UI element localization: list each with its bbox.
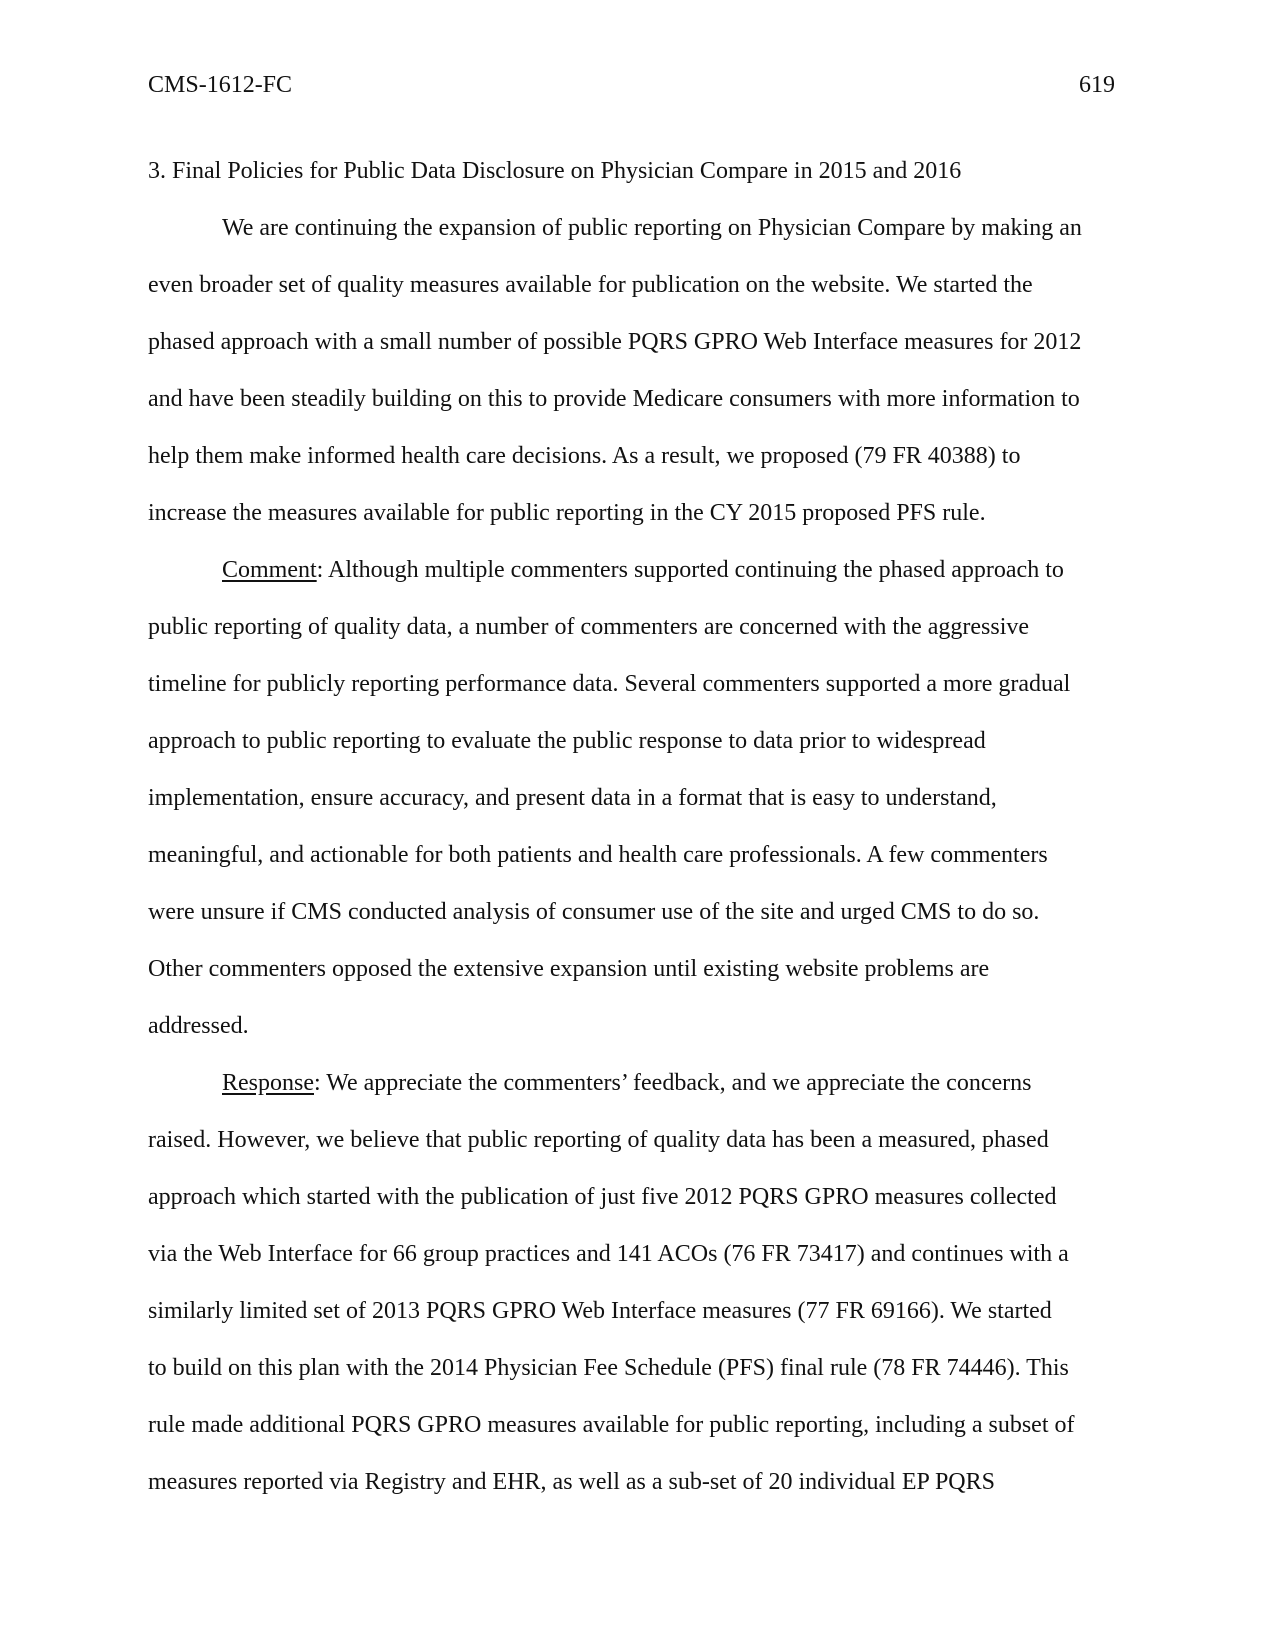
text-line: rule made additional PQRS GPRO measures available for public reporting, including a subset of	[148, 1412, 1075, 1438]
text-line: We are continuing the expansion of public reporting on Physician Compare by making an	[222, 215, 1082, 241]
paragraph-comment	[148, 542, 1128, 1055]
text-line: approach to public reporting to evaluate the public response to data prior to widespread	[148, 728, 986, 754]
body-text	[148, 143, 1128, 1511]
response-label: Response	[222, 1070, 314, 1096]
text-line: implementation, ensure accuracy, and present data in a format that is easy to understand,	[148, 785, 997, 811]
text-line: meaningful, and actionable for both patients and health care professionals. A few commenters	[148, 842, 1048, 868]
text-line: public reporting of quality data, a number of commenters are concerned with the aggressive	[148, 614, 1030, 640]
text-line: raised. However, we believe that public reporting of quality data has been a measured, phased	[148, 1127, 1049, 1153]
paragraph-intro	[148, 200, 1128, 542]
text-line: and have been steadily building on this to provide Medicare consumers with more information to	[148, 386, 1080, 412]
text-line: timeline for publicly reporting performance data. Several commenters supported a more gradual	[148, 671, 1071, 697]
text-line: similarly limited set of 2013 PQRS GPRO Web Interface measures (77 FR 69166). We started	[148, 1298, 1052, 1324]
paragraph-response	[148, 1055, 1128, 1511]
text-line: approach which started with the publication of just five 2012 PQRS GPRO measures collected	[148, 1184, 1057, 1210]
text-line: even broader set of quality measures available for publication on the website. We started the	[148, 272, 1033, 298]
text-line: phased approach with a small number of possible PQRS GPRO Web Interface measures for 2012	[148, 329, 1082, 355]
section-heading: 3. Final Policies for Public Data Disclosure on Physician Compare in 2015 and 2016	[148, 158, 962, 184]
text-line: addressed.	[148, 1013, 249, 1039]
text-line: via the Web Interface for 66 group practices and 141 ACOs (76 FR 73417) and continues with a	[148, 1241, 1069, 1267]
text-line	[148, 1055, 1128, 1112]
response-first-line: : We appreciate the commenters’ feedback, and we appreciate the concerns	[314, 1070, 1032, 1096]
text-line	[148, 542, 1128, 599]
page-number: 619	[1079, 72, 1115, 98]
text-line: help them make informed health care decisions. As a result, we proposed (79 FR 40388) to	[148, 443, 1021, 469]
comment-label: Comment	[222, 557, 317, 583]
text-line: were unsure if CMS conducted analysis of consumer use of the site and urged CMS to do so.	[148, 899, 1040, 925]
text-line: to build on this plan with the 2014 Physician Fee Schedule (PFS) final rule (78 FR 74446). This	[148, 1355, 1069, 1381]
comment-first-line: : Although multiple commenters supported continuing the phased approach to	[316, 557, 1064, 583]
document-id: CMS-1612-FC	[148, 72, 293, 98]
text-line: increase the measures available for public reporting in the CY 2015 proposed PFS rule.	[148, 500, 986, 526]
text-line: measures reported via Registry and EHR, as well as a sub-set of 20 individual EP PQRS	[148, 1469, 995, 1495]
text-line: Other commenters opposed the extensive expansion until existing website problems are	[148, 956, 990, 982]
